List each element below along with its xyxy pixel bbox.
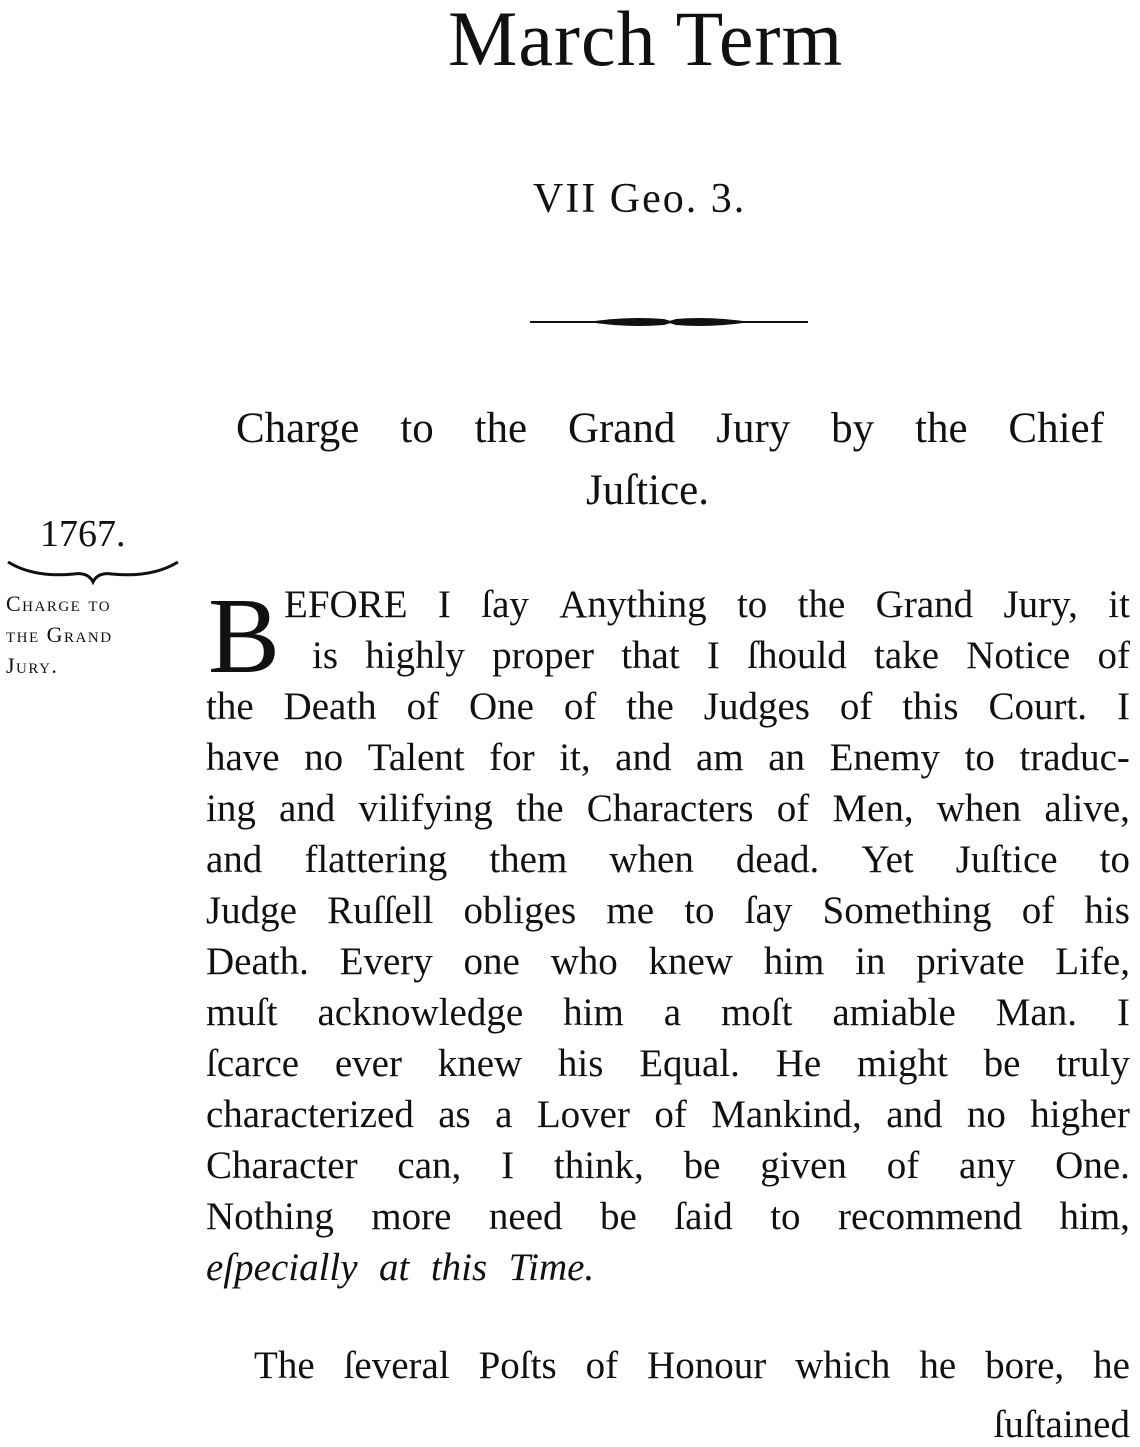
word: of [563, 685, 597, 728]
word: given [760, 1144, 847, 1187]
word: of [776, 787, 810, 830]
word: Court. [988, 685, 1088, 728]
word: the [797, 583, 846, 626]
word: Jury [716, 405, 791, 452]
word: Death. [206, 940, 309, 983]
word: be [683, 1144, 721, 1187]
word: Characters [586, 787, 754, 830]
word: of [406, 685, 440, 728]
word: muſt [206, 991, 278, 1034]
word: ever [334, 1042, 402, 1085]
paragraph-2-first-line [254, 1346, 1130, 1385]
word: him [563, 991, 624, 1034]
word: Jury, [1003, 583, 1078, 626]
word: he [919, 1344, 957, 1387]
word: Ruſſell [327, 889, 434, 932]
word: moſt [720, 991, 793, 1034]
word: Yet [861, 838, 914, 881]
word: as [438, 1093, 471, 1136]
word: of [886, 1144, 920, 1187]
text-line [206, 1044, 1130, 1083]
word: have [206, 736, 280, 779]
word: One [468, 685, 534, 728]
word: I [706, 634, 720, 677]
word: his [1084, 889, 1130, 932]
word: recommend [837, 1195, 1023, 1238]
word: no [304, 736, 344, 779]
word: bore, [985, 1344, 1065, 1387]
word: Judges [703, 685, 810, 728]
word: Grand [875, 583, 974, 626]
brace-ornament [4, 556, 182, 586]
drop-cap: B [208, 577, 281, 696]
word: eſpecially [206, 1246, 358, 1289]
word: Enemy [829, 736, 941, 779]
word: to [770, 1195, 801, 1238]
text-line [312, 636, 1130, 675]
regnal-year: VII Geo. 3. [533, 176, 747, 222]
margin-note-line: the Grand [6, 622, 113, 647]
word: for [489, 736, 535, 779]
word: knew [648, 940, 733, 983]
word: the [626, 685, 674, 728]
word: take [874, 634, 940, 677]
word: truly [1056, 1042, 1130, 1085]
word: to [1099, 838, 1130, 881]
word: be [599, 1195, 637, 1238]
word: need [488, 1195, 563, 1238]
word: at [379, 1246, 410, 1289]
word: any [959, 1144, 1016, 1187]
text-line [206, 1146, 1130, 1185]
word: Men, [832, 787, 914, 830]
word: of [585, 1344, 619, 1387]
word: private [916, 940, 1025, 983]
word: one [463, 940, 520, 983]
word: of [654, 1093, 687, 1136]
word: Character [206, 1144, 358, 1187]
word: in [855, 940, 886, 983]
word: him [763, 940, 825, 983]
text-line [206, 1095, 1130, 1134]
word: I [437, 583, 451, 626]
word: this [902, 685, 959, 728]
word: obliges [463, 889, 577, 932]
word: when [609, 838, 694, 881]
word: ſhould [747, 634, 847, 677]
word: might [856, 1042, 948, 1085]
word: He [775, 1042, 822, 1085]
word: I [501, 1144, 515, 1187]
word: Grand [567, 405, 676, 452]
word: is [312, 634, 339, 677]
word: a [663, 991, 682, 1034]
word: and [886, 1093, 943, 1136]
text-line [206, 993, 1130, 1032]
word: Notice [966, 634, 1071, 677]
word: ſeveral [343, 1344, 450, 1387]
word: Nothing [206, 1195, 334, 1238]
margin-year: 1767. [40, 513, 126, 555]
word: One. [1055, 1144, 1130, 1187]
margin-note [6, 588, 176, 681]
word: the [206, 685, 254, 728]
word: Judge [206, 889, 297, 932]
word: by [831, 405, 875, 452]
word: highly [365, 634, 465, 677]
word: I [1116, 991, 1130, 1034]
word: be [983, 1042, 1021, 1085]
text-line [206, 840, 1130, 879]
word: Death [283, 685, 377, 728]
word: his [557, 1042, 604, 1085]
text-line [206, 942, 1130, 981]
section-heading-line-2: Juſtice. [586, 467, 709, 514]
word: him, [1059, 1195, 1130, 1238]
word: Time. [508, 1246, 595, 1289]
word: and [206, 838, 263, 881]
word: Juſtice [955, 838, 1058, 881]
section-heading-line-1 [236, 404, 1104, 453]
word: when [936, 787, 1022, 830]
word: Equal. [639, 1042, 740, 1085]
word: to [736, 583, 768, 626]
word: ſay [744, 889, 793, 932]
word: me [606, 889, 655, 932]
word: it [1108, 583, 1130, 626]
word: the [915, 405, 968, 452]
page-title: March Term [448, 0, 844, 82]
word: Every [339, 940, 433, 983]
ornamental-rule [528, 312, 810, 332]
word: Anything [559, 583, 707, 626]
word: a [495, 1093, 513, 1136]
word: can, [397, 1144, 462, 1187]
word: the [474, 405, 528, 452]
word: I [1116, 685, 1130, 728]
word: to [964, 736, 995, 779]
word: Honour [647, 1344, 767, 1387]
word: the [515, 787, 564, 830]
text-line [206, 1197, 1130, 1236]
word: he [1093, 1344, 1130, 1387]
word: am [696, 736, 744, 779]
word: that [621, 634, 680, 677]
word: of [839, 685, 873, 728]
word: Mankind, [711, 1093, 862, 1136]
text-line [206, 738, 1130, 777]
word: amiable [832, 991, 956, 1034]
word: proper [492, 634, 594, 677]
word: Charge [236, 405, 360, 452]
word: this [430, 1246, 488, 1289]
word: knew [437, 1042, 523, 1085]
word: vilifying [358, 787, 493, 830]
word: no [966, 1093, 1006, 1136]
word: Lover [536, 1093, 630, 1136]
word: higher [1030, 1093, 1130, 1136]
word: Talent [367, 736, 465, 779]
text-line [206, 1248, 616, 1287]
word: of [1097, 634, 1130, 677]
word: dead. [735, 838, 820, 881]
catchword: ſuſtained [993, 1403, 1130, 1446]
text-line [206, 687, 1130, 726]
word: ing [206, 787, 256, 830]
word: Life, [1055, 940, 1130, 983]
word: and [279, 787, 336, 830]
word: ſaid [674, 1195, 733, 1238]
word: Chief [1008, 405, 1104, 452]
word: to [400, 405, 434, 452]
margin-note-line: Charge to [6, 591, 112, 616]
word: Poſts [478, 1344, 557, 1387]
word: ſay [481, 583, 529, 626]
text-line [206, 891, 1130, 930]
word: Something [822, 889, 992, 932]
word: flattering [304, 838, 448, 881]
text-line [206, 789, 1130, 828]
word: of [1021, 889, 1055, 932]
word: think, [553, 1144, 644, 1187]
word: them [489, 838, 568, 881]
word: it, [559, 736, 591, 779]
word: an [768, 736, 806, 779]
word: The [254, 1344, 315, 1387]
word: EFORE [284, 583, 408, 626]
word: which [795, 1344, 891, 1387]
text-line [284, 585, 1130, 624]
word: characterized [206, 1093, 414, 1136]
word: and [615, 736, 672, 779]
word: alive, [1044, 787, 1130, 830]
word: to [684, 889, 715, 932]
margin-note-line: Jury. [6, 653, 59, 678]
word: acknowledge [317, 991, 524, 1034]
word: Man. [995, 991, 1077, 1034]
word: ſcarce [206, 1042, 300, 1085]
word: who [550, 940, 618, 983]
word: more [371, 1195, 452, 1238]
word: traduc- [1019, 736, 1130, 779]
